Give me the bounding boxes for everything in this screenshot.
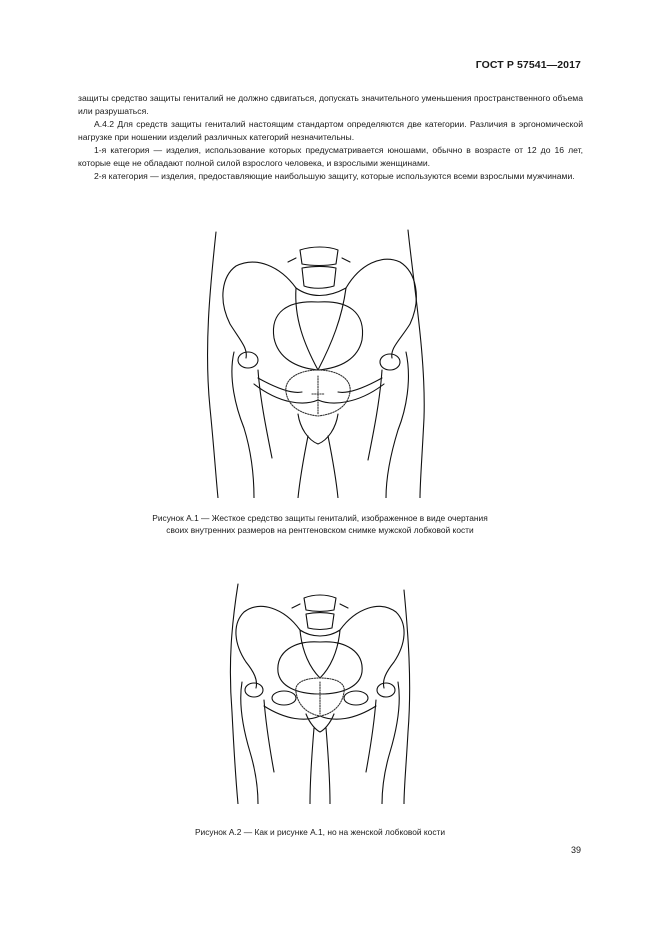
obturator-left [272, 691, 296, 705]
femoral-head-left [245, 683, 263, 697]
body-outline-right [408, 230, 424, 498]
pubic-arch [298, 414, 338, 444]
vertebra-upper [304, 595, 336, 612]
pelvic-inlet [273, 302, 362, 370]
femoral-head-right [380, 354, 400, 370]
iliac-wing-right [346, 259, 416, 358]
document-standard-header: ГОСТ Р 57541—2017 [475, 59, 581, 71]
pubic-arch [306, 714, 334, 732]
body-outline-left [230, 584, 238, 804]
body-outline-right [404, 590, 410, 804]
femur-left [241, 682, 258, 804]
vertebra-lower [302, 267, 336, 289]
iliac-wing-left [223, 262, 296, 358]
femur-right [386, 352, 408, 498]
femoral-head-right [377, 683, 395, 697]
sacrum [300, 630, 340, 678]
vertebra-upper [300, 247, 338, 266]
figure-a1-caption-line2: своих внутренних размеров на рентгеновском снимке мужской лобковой кости [166, 525, 474, 535]
figure-a1-male-pelvis-drawing [200, 228, 440, 498]
femur-left [232, 352, 254, 498]
paragraph-continuation: защиты средство защиты гениталий не должно сдвигаться, допускать значительного уменьшения пространственного объема или разрушаться. [78, 93, 583, 116]
vertebra-lower [306, 613, 334, 630]
femoral-head-left [238, 352, 258, 368]
body-outline-left [208, 232, 218, 498]
sacrum [296, 288, 346, 370]
page-number: 39 [570, 845, 581, 855]
paragraph-category-1: 1-я категория — изделия, использование которых предусматривается юношами, обычно в возрасте от 12 до 16 лет, которые еще не обладают полной силой взрослого человека, и взрослыми женщинами. [78, 145, 583, 168]
figure-a1-caption [100, 512, 540, 536]
paragraph-a-4-2: А.4.2 Для средств защиты гениталий настоящим стандартом определяются две категории. Различия в эргономической нагрузке при ношении изделий различных категорий незначительны. [78, 119, 583, 142]
figure-a2-female-pelvis-drawing [220, 582, 420, 804]
femur-right [382, 682, 399, 804]
figure-a2-caption: Рисунок А.2 — Как и рисунке А.1, но на женской лобковой кости [194, 827, 446, 837]
body-text [78, 92, 583, 183]
figure-a1-caption-line1: Рисунок А.1 — Жесткое средство защиты гениталий, изображенное в виде очертания [152, 513, 488, 523]
paragraph-category-2: 2-я категория — изделия, предоставляющие наибольшую защиту, которые используются всеми взрослыми мужчинами. [94, 171, 575, 181]
obturator-right [344, 691, 368, 705]
